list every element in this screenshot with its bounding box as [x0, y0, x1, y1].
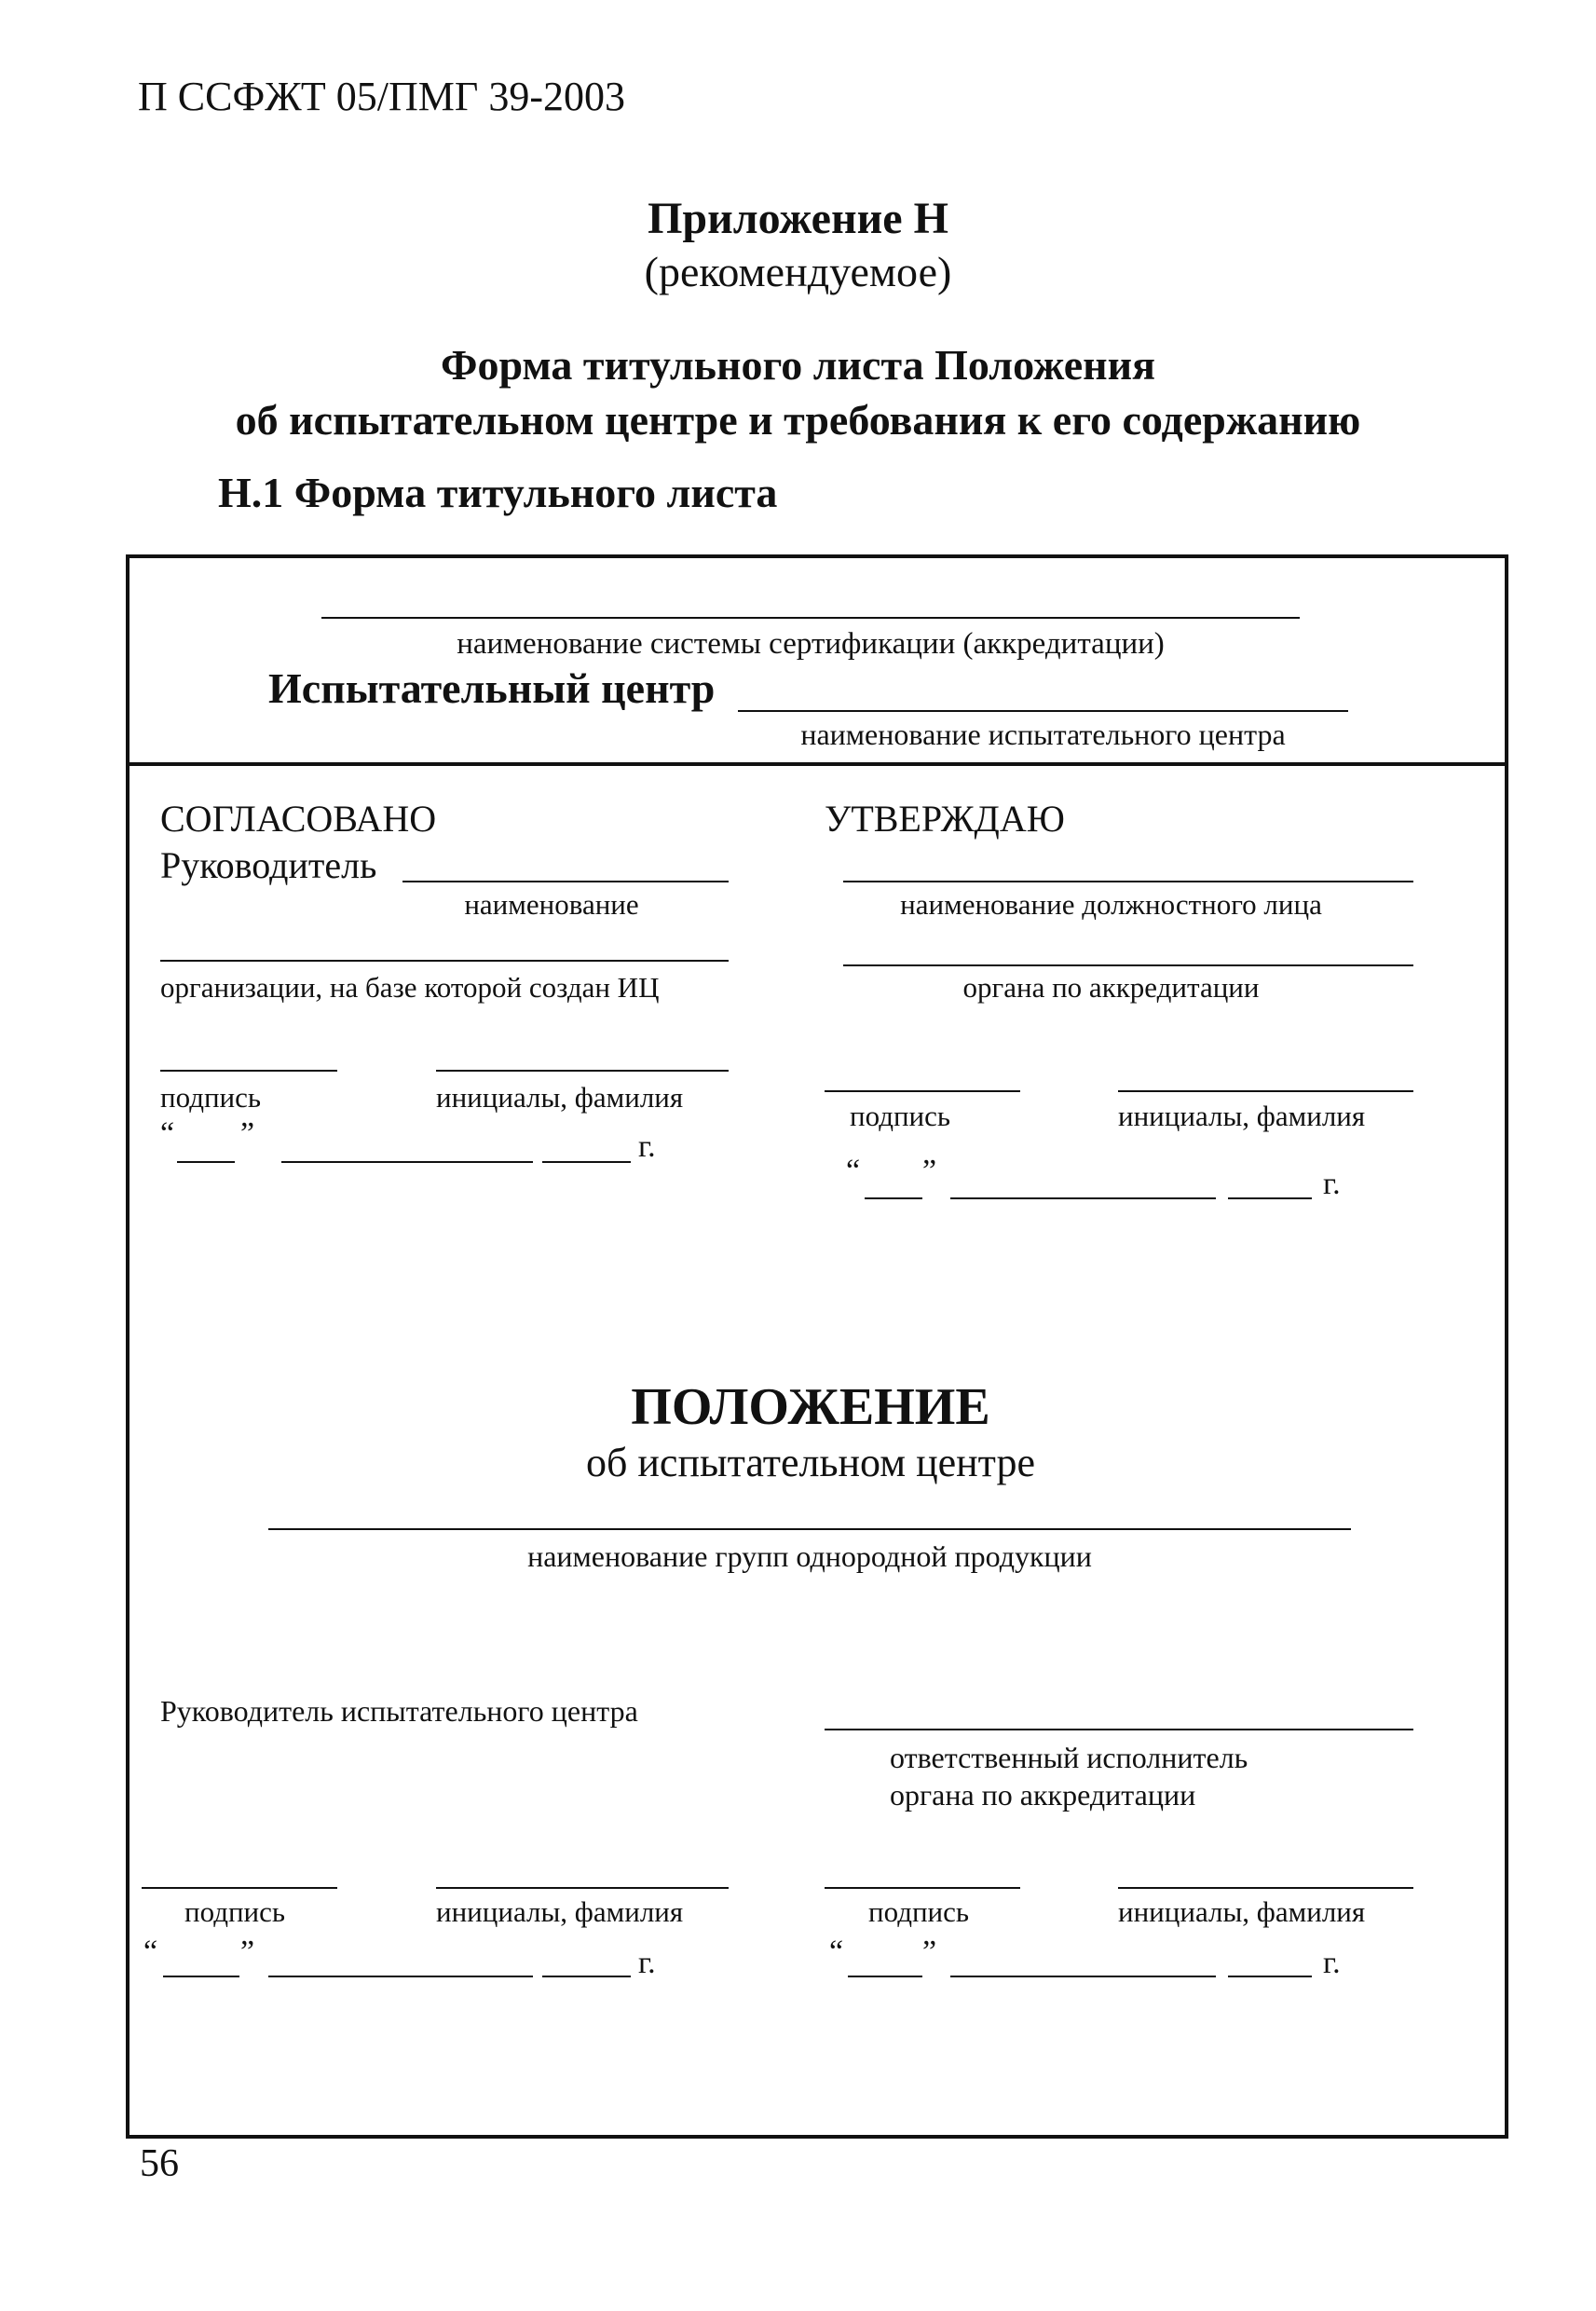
document-code: П ССФЖТ 05/ПМГ 39-2003 — [138, 74, 625, 119]
approved-day-line[interactable] — [865, 1197, 922, 1199]
bottom-left-year-label: г. — [638, 1946, 656, 1980]
appendix-subtitle: (рекомендуемое) — [644, 248, 952, 295]
agreed-org-caption: организации, на базе которой создан ИЦ — [160, 971, 660, 1004]
agreed-initials-line[interactable] — [436, 1070, 729, 1072]
responsible-executor-line[interactable] — [825, 1729, 1413, 1730]
agreed-signature-caption: подпись — [160, 1081, 262, 1114]
agreed-month-line[interactable] — [281, 1161, 533, 1163]
bottom-right-quote-close: ” — [922, 1935, 937, 1969]
bottom-right-day-line[interactable] — [848, 1976, 922, 1977]
testing-center-label: Испытательный центр — [268, 664, 716, 712]
approved-body-line[interactable] — [843, 964, 1413, 966]
bottom-left-signature-line[interactable] — [142, 1887, 337, 1889]
bottom-right-initials-line[interactable] — [1118, 1887, 1413, 1889]
responsible-executor-caption: ответственный исполнитель — [890, 1741, 1248, 1774]
testing-center-name-line[interactable] — [738, 710, 1348, 712]
approved-initials-caption: инициалы, фамилия — [1118, 1100, 1366, 1132]
bottom-right-year-label: г. — [1323, 1946, 1341, 1980]
approved-initials-line[interactable] — [1118, 1090, 1413, 1092]
approved-month-line[interactable] — [950, 1197, 1216, 1199]
approved-body-caption: органа по аккредитации — [962, 971, 1260, 1004]
approved-official-caption: наименование должностного лица — [900, 888, 1322, 921]
appendix-title: Приложение Н — [648, 194, 948, 243]
bottom-right-signature-caption: подпись — [868, 1895, 970, 1928]
approved-quote-close: ” — [922, 1154, 937, 1188]
section-title: Н.1 Форма титульного листа — [218, 469, 778, 516]
approved-title: УТВЕРЖДАЮ — [825, 798, 1065, 840]
agreed-org-line[interactable] — [160, 960, 729, 962]
system-name-line[interactable] — [321, 617, 1300, 619]
document-title: ПОЛОЖЕНИЕ — [631, 1378, 990, 1436]
approved-quote-open: “ — [846, 1154, 861, 1188]
product-groups-line[interactable] — [268, 1528, 1351, 1530]
bottom-left-month-line[interactable] — [268, 1976, 533, 1977]
agreed-signature-line[interactable] — [160, 1070, 337, 1072]
bottom-left-year-line[interactable] — [542, 1976, 631, 1977]
approved-signature-caption: подпись — [850, 1100, 951, 1132]
document-subtitle: об испытательном центре — [586, 1440, 1035, 1485]
bottom-left-initials-caption: инициалы, фамилия — [436, 1895, 684, 1928]
bottom-left-quote-close: ” — [240, 1935, 255, 1969]
appendix-heading-line1: Форма титульного листа Положения — [440, 341, 1156, 389]
bottom-right-month-line[interactable] — [950, 1976, 1216, 1977]
form-divider — [126, 762, 1508, 766]
bottom-right-quote-open: “ — [829, 1935, 844, 1969]
approved-signature-line[interactable] — [825, 1090, 1020, 1092]
bottom-right-initials-caption: инициалы, фамилия — [1118, 1895, 1366, 1928]
agreed-head-name-line[interactable] — [402, 881, 729, 882]
system-name-caption: наименование системы сертификации (аккредитации) — [457, 627, 1165, 661]
agreed-title: СОГЛАСОВАНО — [160, 798, 437, 840]
bottom-right-signature-line[interactable] — [825, 1887, 1020, 1889]
product-groups-caption: наименование групп однородной продукции — [527, 1539, 1092, 1573]
agreed-initials-caption: инициалы, фамилия — [436, 1081, 684, 1114]
accreditation-body-caption: органа по аккредитации — [890, 1778, 1196, 1812]
bottom-left-initials-line[interactable] — [436, 1887, 729, 1889]
agreed-head-label: Руководитель — [160, 844, 377, 886]
page-number: 56 — [140, 2142, 179, 2185]
agreed-day-line[interactable] — [177, 1161, 235, 1163]
agreed-name-caption: наименование — [464, 888, 639, 921]
bottom-left-day-line[interactable] — [163, 1976, 239, 1977]
approved-year-label: г. — [1323, 1167, 1341, 1201]
approved-official-line[interactable] — [843, 881, 1413, 882]
agreed-quote-open: “ — [160, 1116, 175, 1151]
bottom-right-year-line[interactable] — [1228, 1976, 1312, 1977]
testing-center-caption: наименование испытательного центра — [800, 718, 1286, 751]
agreed-year-label: г. — [638, 1129, 656, 1164]
center-head-label: Руководитель испытательного центра — [160, 1694, 638, 1728]
appendix-heading-line2: об испытательном центре и требования к его содержанию — [235, 396, 1361, 444]
bottom-left-signature-caption: подпись — [184, 1895, 286, 1928]
agreed-quote-close: ” — [240, 1116, 255, 1151]
agreed-year-line[interactable] — [542, 1161, 631, 1163]
approved-year-line[interactable] — [1228, 1197, 1312, 1199]
bottom-left-quote-open: “ — [143, 1935, 158, 1969]
